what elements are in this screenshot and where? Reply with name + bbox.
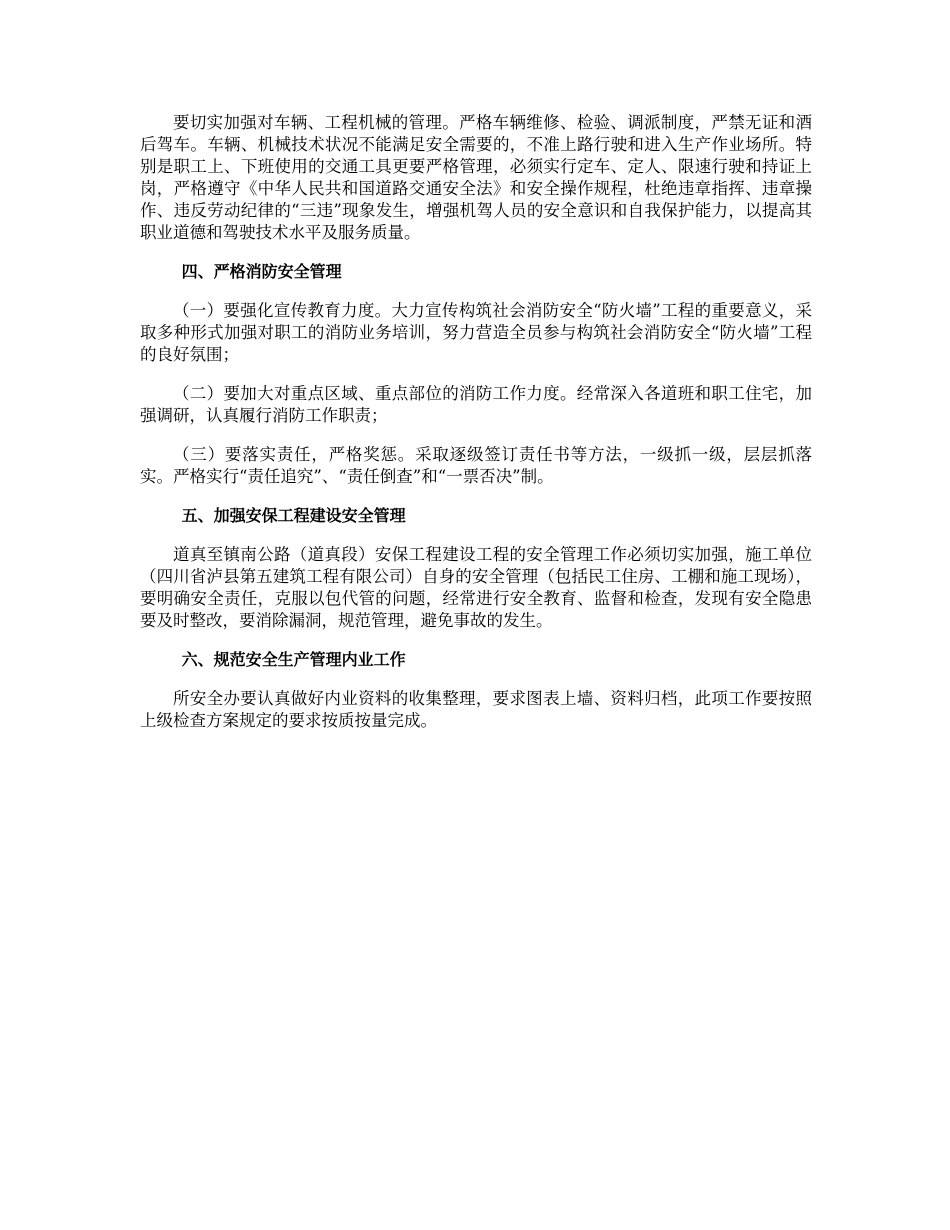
- paragraph-fire-responsibility: （三）要落实责任，严格奖惩。采取逐级签订责任书等方法，一级抓一级，层层抓落实。严格实行“责任追究”、“责任倒查”和“一票否决”制。: [140, 445, 812, 486]
- paragraph-security-project: 道真至镇南公路（道真段）安保工程建设工程的安全管理工作必须切实加强，施工单位（四川省泸县第五建筑工程有限公司）自身的安全管理（包括民工住房、工棚和施工现场），要明确安全责任，克服以包代管的问题，经常进行安全教育、监督和检查，发现有安全隐患要及时整改，要消除漏洞，规范管理，避免事故的发生。: [140, 545, 812, 630]
- section-heading-fire-safety: 四、严格消防安全管理: [181, 262, 342, 281]
- paragraph-vehicle-management: 要切实加强对车辆、工程机械的管理。严格车辆维修、检验、调派制度，严禁无证和酒后驾车。车辆、机械技术状况不能满足安全需要的，不准上路行驶和进入生产作业场所。特别是职工上、下班使用的交通工具更要严格管理，必须实行定车、定人、限速行驶和持证上岗，严格遵守《中华人民共和国道路交通安全法》和安全操作规程，杜绝违章指挥、违章操作、违反劳动纪律的“三违”现象发生，增强机驾人员的安全意识和自我保护能力，以提高其职业道德和驾驶技术水平及服务质量。: [140, 113, 812, 242]
- paragraph-fire-publicity: （一）要强化宣传教育力度。大力宣传构筑社会消防安全“防火墙”工程的重要意义，采取多种形式加强对职工的消防业务培训，努力营造全员参与构筑社会消防安全“防火墙”工程的良好氛围；: [140, 301, 812, 364]
- paragraph-fire-key-areas: （二）要加大对重点区域、重点部位的消防工作力度。经常深入各道班和职工住宅，加强调研，认真履行消防工作职责；: [140, 384, 812, 425]
- paragraph-internal-work: 所安全办要认真做好内业资料的收集整理，要求图表上墙、资料归档，此项工作要按照上级检查方案规定的要求按质按量完成。: [140, 689, 812, 730]
- section-heading-security-project: 五、加强安保工程建设安全管理: [181, 506, 406, 525]
- section-heading-internal-work: 六、规范安全生产管理内业工作: [181, 650, 406, 669]
- document-body: [140, 112, 812, 749]
